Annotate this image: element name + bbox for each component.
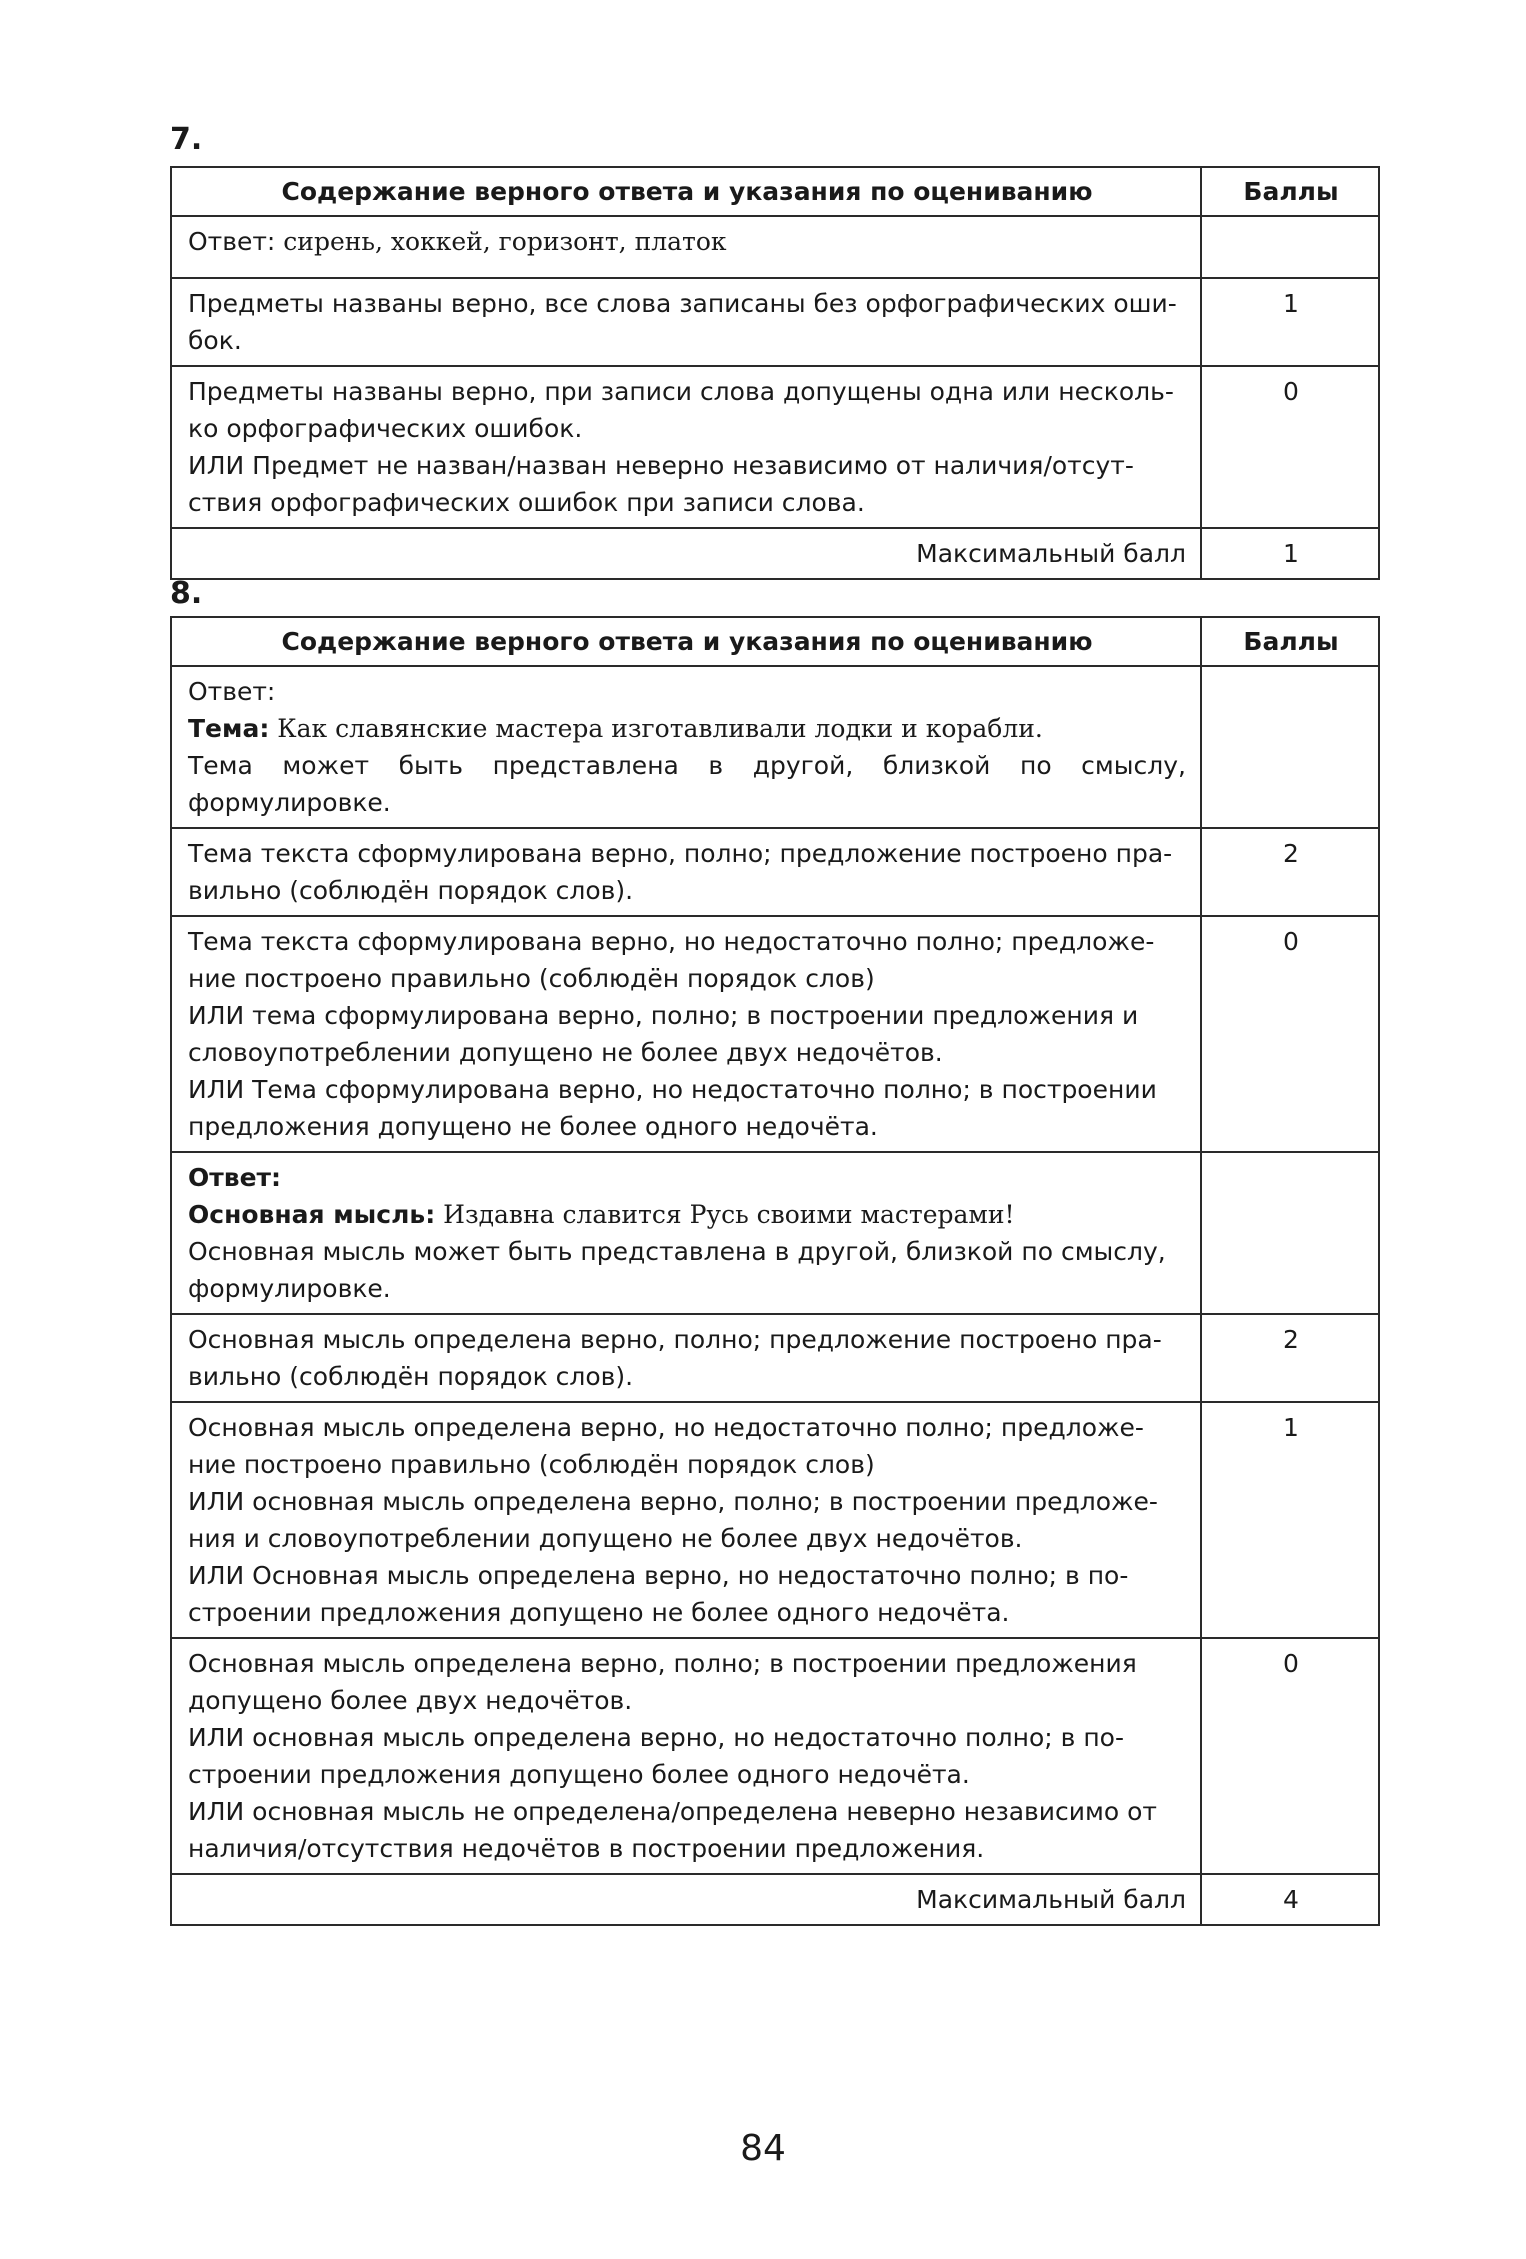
criterion-line: Предметы названы верно, при записи слова допущены одна или несколь- [188,377,1174,406]
topic-label: Тема: [188,714,270,743]
criterion-line: ИЛИ тема сформулирована верно, полно; в построении предложения и [188,1001,1139,1030]
criterion-line: ИЛИ Предмет не назван/назван неверно независимо от наличия/отсут- [188,451,1134,480]
header-score: Баллы [1201,617,1379,666]
score-cell: 0 [1201,1638,1379,1874]
criterion-line: наличия/отсутствия недочётов в построении предложения. [188,1834,985,1863]
answer-label: Ответ: [188,1163,282,1192]
task-7-table [170,166,1380,580]
task-7-number: 7. [170,122,203,157]
criterion-line: допущено более двух недочётов. [188,1686,633,1715]
criterion-cell [171,1638,1201,1874]
criterion-cell [171,828,1201,916]
answer-label: Ответ: [188,227,276,256]
criterion-line: строении предложения допущено более одного недочёта. [188,1760,970,1789]
criterion-line: ствия орфографических ошибок при записи слова. [188,488,865,517]
header-score: Баллы [1201,167,1379,216]
answer-label: Ответ: [188,677,276,706]
criterion-cell [171,916,1201,1152]
topic-note: Тема может быть представлена в другой, близкой по смыслу, формулировке. [188,751,1186,817]
criterion-cell [171,1314,1201,1402]
answer-cell [171,216,1201,278]
score-cell: 2 [1201,828,1379,916]
table-header-row [171,167,1379,216]
answer-row [171,1152,1379,1314]
max-score-label: Максимальный балл [171,528,1201,579]
criterion-line: вильно (соблюдён порядок слов). [188,1362,634,1391]
score-cell: 0 [1201,916,1379,1152]
criterion-line: ния и словоупотреблении допущено не более двух недочётов. [188,1524,1023,1553]
criterion-line: предложения допущено не более одного недочёта. [188,1112,878,1141]
criterion-line: вильно (соблюдён порядок слов). [188,876,634,905]
criterion-line: ИЛИ основная мысль определена верно, но недостаточно полно; в по- [188,1723,1124,1752]
score-cell: 1 [1201,1402,1379,1638]
idea-note: Основная мысль может быть представлена в другой, близкой по смыслу, [188,1237,1166,1266]
criterion-line: ние построено правильно (соблюдён порядок слов) [188,1450,875,1479]
answer-score-cell [1201,666,1379,828]
max-score-row [171,528,1379,579]
criterion-line: ИЛИ основная мысль не определена/определена неверно независимо от [188,1797,1157,1826]
max-score-value: 4 [1201,1874,1379,1925]
topic-text: Как славянские мастера изготавливали лодки и корабли. [277,714,1043,743]
header-content: Содержание верного ответа и указания по оцениванию [171,167,1201,216]
criterion-line: Основная мысль определена верно, но недостаточно полно; предложе- [188,1413,1144,1442]
answer-row [171,216,1379,278]
table-row [171,1314,1379,1402]
table-row [171,916,1379,1152]
answer-text: сирень, хоккей, горизонт, платок [283,227,727,256]
max-score-label: Максимальный балл [171,1874,1201,1925]
idea-line [188,1196,1186,1233]
criterion-line: ние построено правильно (соблюдён порядок слов) [188,964,875,993]
criterion-line: словоупотреблении допущено не более двух недочётов. [188,1038,943,1067]
answer-score-cell [1201,216,1379,278]
criterion-line: Предметы названы верно, все слова записаны без орфографических оши- [188,289,1177,318]
table-row [171,1402,1379,1638]
page-number: 84 [740,2128,786,2169]
criterion-line: ИЛИ Тема сформулирована верно, но недостаточно полно; в построении [188,1075,1157,1104]
criterion-line: ИЛИ Основная мысль определена верно, но недостаточно полно; в по- [188,1561,1129,1590]
criterion-cell [171,366,1201,528]
criterion-line: ИЛИ основная мысль определена верно, полно; в построении предложе- [188,1487,1158,1516]
answer-cell [171,666,1201,828]
table-row [171,278,1379,366]
task-8-number: 8. [170,576,203,611]
criterion-line: строении предложения допущено не более одного недочёта. [188,1598,1010,1627]
table-row [171,366,1379,528]
criterion-line: ко орфографических ошибок. [188,414,583,443]
criterion-line: бок. [188,326,242,355]
answer-row [171,666,1379,828]
task-8-table [170,616,1380,1926]
criterion-line: Основная мысль определена верно, полно; в построении предложения [188,1649,1137,1678]
table-header-row [171,617,1379,666]
score-cell: 1 [1201,278,1379,366]
idea-label: Основная мысль: [188,1200,436,1229]
answer-score-cell [1201,1152,1379,1314]
criterion-cell [171,278,1201,366]
table-row [171,828,1379,916]
criterion-line: Основная мысль определена верно, полно; предложение построено пра- [188,1325,1162,1354]
criterion-line: Тема текста сформулирована верно, полно; предложение построено пра- [188,839,1173,868]
max-score-row [171,1874,1379,1925]
topic-line [188,710,1186,747]
idea-text: Издавна славится Русь своими мастерами! [443,1200,1015,1229]
answer-cell [171,1152,1201,1314]
table-row [171,1638,1379,1874]
score-cell: 0 [1201,366,1379,528]
max-score-value: 1 [1201,528,1379,579]
idea-note: формулировке. [188,1274,391,1303]
criterion-cell [171,1402,1201,1638]
score-cell: 2 [1201,1314,1379,1402]
criterion-line: Тема текста сформулирована верно, но недостаточно полно; предложе- [188,927,1155,956]
header-content: Содержание верного ответа и указания по оцениванию [171,617,1201,666]
